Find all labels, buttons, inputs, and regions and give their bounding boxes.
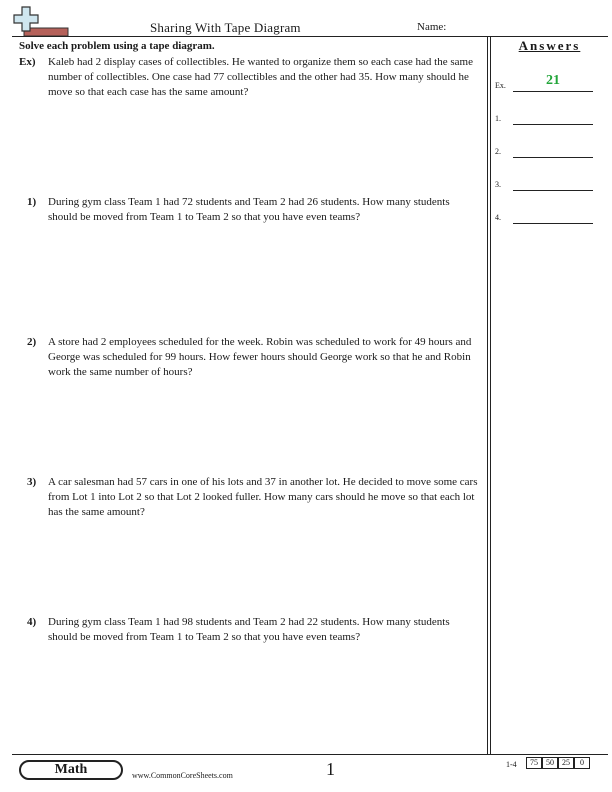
instructions: Solve each problem using a tape diagram.: [19, 40, 215, 52]
page-number: 1: [326, 759, 335, 779]
score-box: 25: [558, 757, 574, 769]
problem-text: A car salesman had 57 cars in one of his lots and 37 in another lot. He decided to move some cars from Lot 1 into Lot 2 so that Lot 2 looked fuller. How many cars should he move so that each lot has the same amount?: [48, 476, 478, 518]
problem-number: Ex): [19, 56, 36, 68]
answer-value: 21: [546, 73, 560, 88]
header-divider: [12, 36, 608, 37]
problem-text: Kaleb had 2 display cases of collectibles. He wanted to organize them so each case had the same number of collectibles. One case had 77 collectibles and the other had 35. How many should he move so that each case has the same amount?: [48, 56, 473, 98]
problem-number: 3): [27, 476, 37, 488]
answer-label: 3.: [495, 180, 501, 189]
answers-heading: Answers: [518, 38, 581, 53]
score-box: 75: [526, 757, 542, 769]
problem-number: 4): [27, 616, 37, 628]
score-box: 50: [542, 757, 558, 769]
answer-line: [513, 124, 593, 125]
subject-badge: Math: [19, 760, 123, 780]
answer-column-divider: [487, 36, 488, 754]
problem-text: During gym class Team 1 had 72 students and Team 2 had 26 students. How many students should be moved from Team 1 to Team 2 so that you have even teams?: [48, 196, 450, 223]
name-label: Name:: [417, 21, 447, 33]
answer-row-example: [495, 73, 595, 92]
answer-label: 1.: [495, 114, 501, 123]
score-box: 0: [574, 757, 590, 769]
answer-line: [513, 91, 593, 92]
answer-line: [513, 223, 593, 224]
answer-label: 4.: [495, 213, 501, 222]
worksheet-title: Sharing With Tape Diagram: [150, 20, 301, 35]
problem-number: 1): [27, 196, 37, 208]
problem-text: During gym class Team 1 had 98 students and Team 2 had 22 students. How many students should be moved from Team 1 to Team 2 so that you have even teams?: [48, 616, 450, 643]
answer-label: Ex.: [495, 81, 506, 90]
website-link[interactable]: www.CommonCoreSheets.com: [132, 771, 233, 780]
problem-text: A store had 2 employees scheduled for the week. Robin was scheduled to work for 49 hours and George was scheduled for 99 hours. How fewer hours should George work so that he and Robin work the same number of hours?: [48, 336, 472, 378]
answer-line: [513, 190, 593, 191]
answer-column-divider-inner: [490, 36, 491, 754]
footer-divider: [12, 754, 608, 755]
answer-row-2: [495, 144, 595, 158]
answer-label: 2.: [495, 147, 501, 156]
answer-line: [513, 157, 593, 158]
answer-row-1: [495, 111, 595, 125]
answer-row-3: [495, 177, 595, 191]
score-range-label: 1-4: [506, 760, 517, 769]
problem-number: 2): [27, 336, 37, 348]
math-logo-icon: [12, 6, 70, 38]
answer-row-4: [495, 210, 595, 224]
